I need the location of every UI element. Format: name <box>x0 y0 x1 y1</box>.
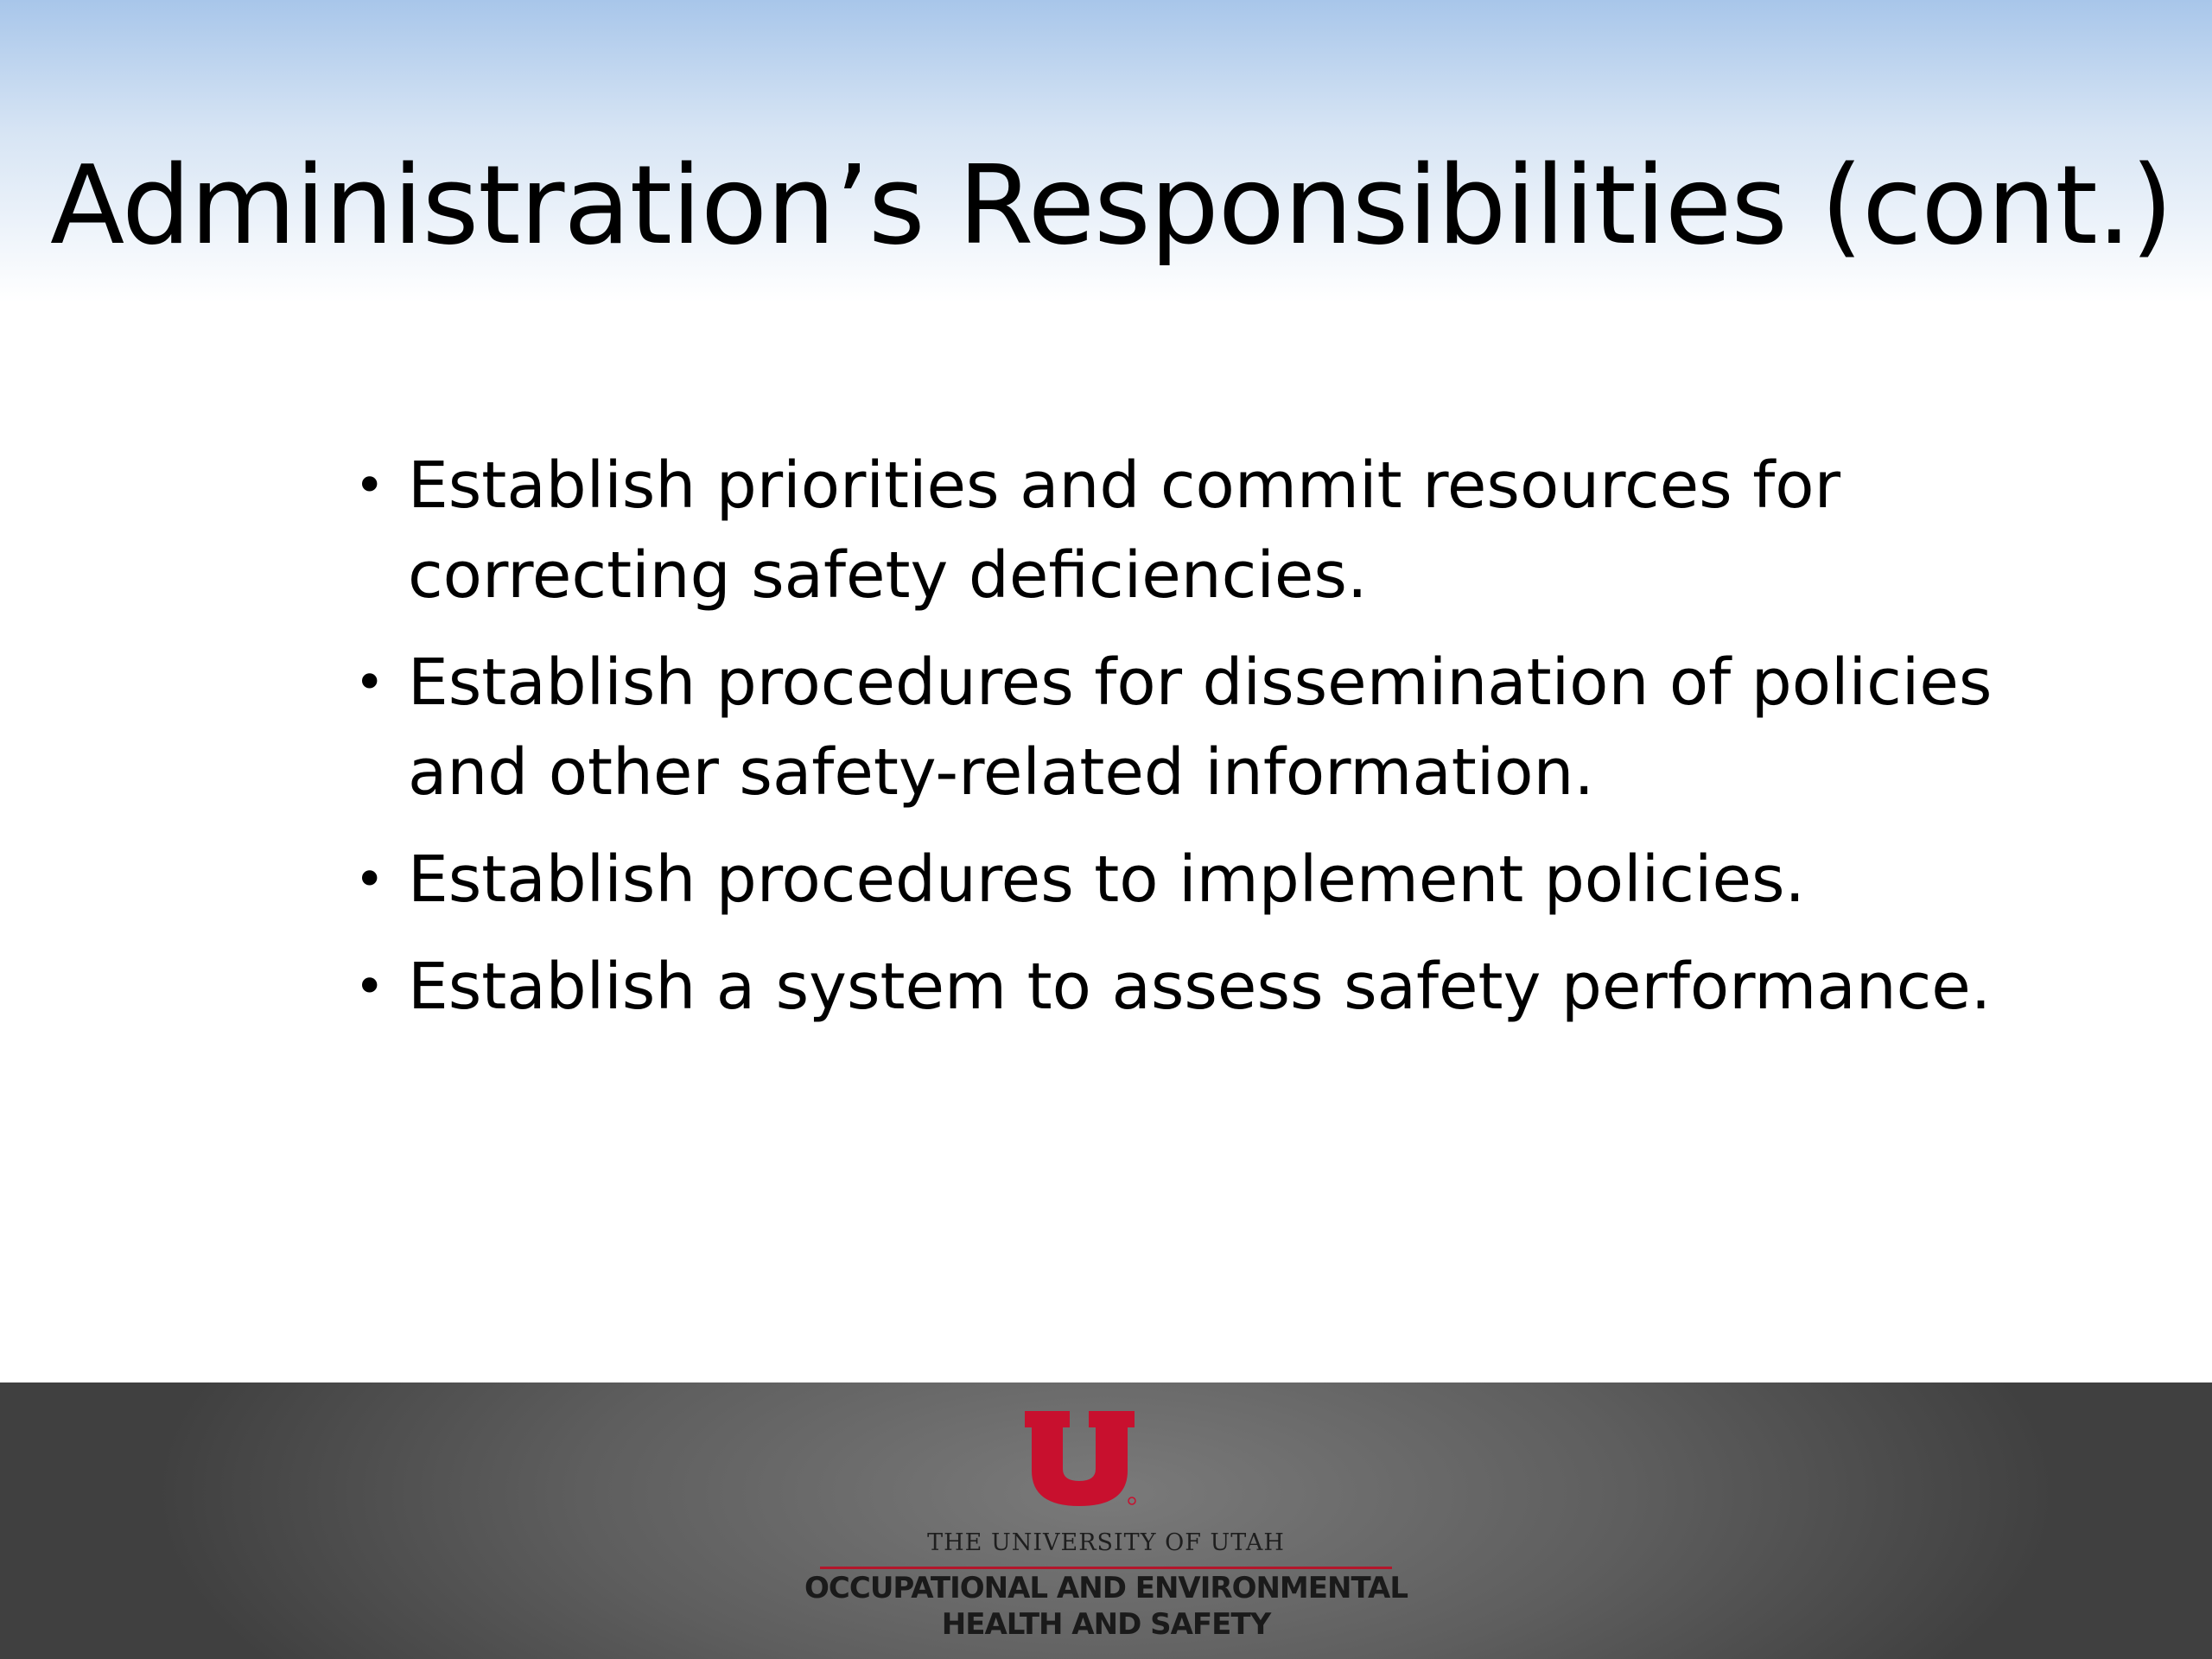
bullet-item <box>354 638 2048 817</box>
bullet-item <box>354 441 2048 620</box>
bullet-marker: • <box>354 849 385 910</box>
bullet-text: Establish procedures for dissemination of policies and other safety-related information. <box>408 645 1993 810</box>
footer-band <box>0 1382 2212 1659</box>
bullet-item <box>354 835 2048 925</box>
bullet-text: Establish a system to assess safety performance. <box>408 950 1992 1024</box>
university-of-utah-block-u-icon <box>1021 1408 1138 1508</box>
bullet-marker: • <box>354 957 385 1017</box>
university-logo <box>782 1408 1430 1650</box>
bullet-item <box>354 942 2048 1032</box>
bullet-text: Establish priorities and commit resources for correcting safety deficiencies. <box>408 448 1840 613</box>
slide-title: Administration’s Responsibilities (cont.) <box>50 142 2172 269</box>
bullet-marker: • <box>354 652 385 713</box>
bullet-marker: • <box>354 455 385 516</box>
bullet-list <box>354 441 2048 1049</box>
logo-divider <box>820 1567 1392 1569</box>
department-name-line2: HEALTH AND SAFETY <box>941 1607 1271 1642</box>
department-name-line1: OCCUPATIONAL AND ENVIRONMENTAL <box>804 1571 1408 1605</box>
title-band <box>0 0 2212 311</box>
bullet-text: Establish procedures to implement policies. <box>408 842 1806 917</box>
university-name: THE UNIVERSITY OF UTAH <box>927 1529 1285 1556</box>
